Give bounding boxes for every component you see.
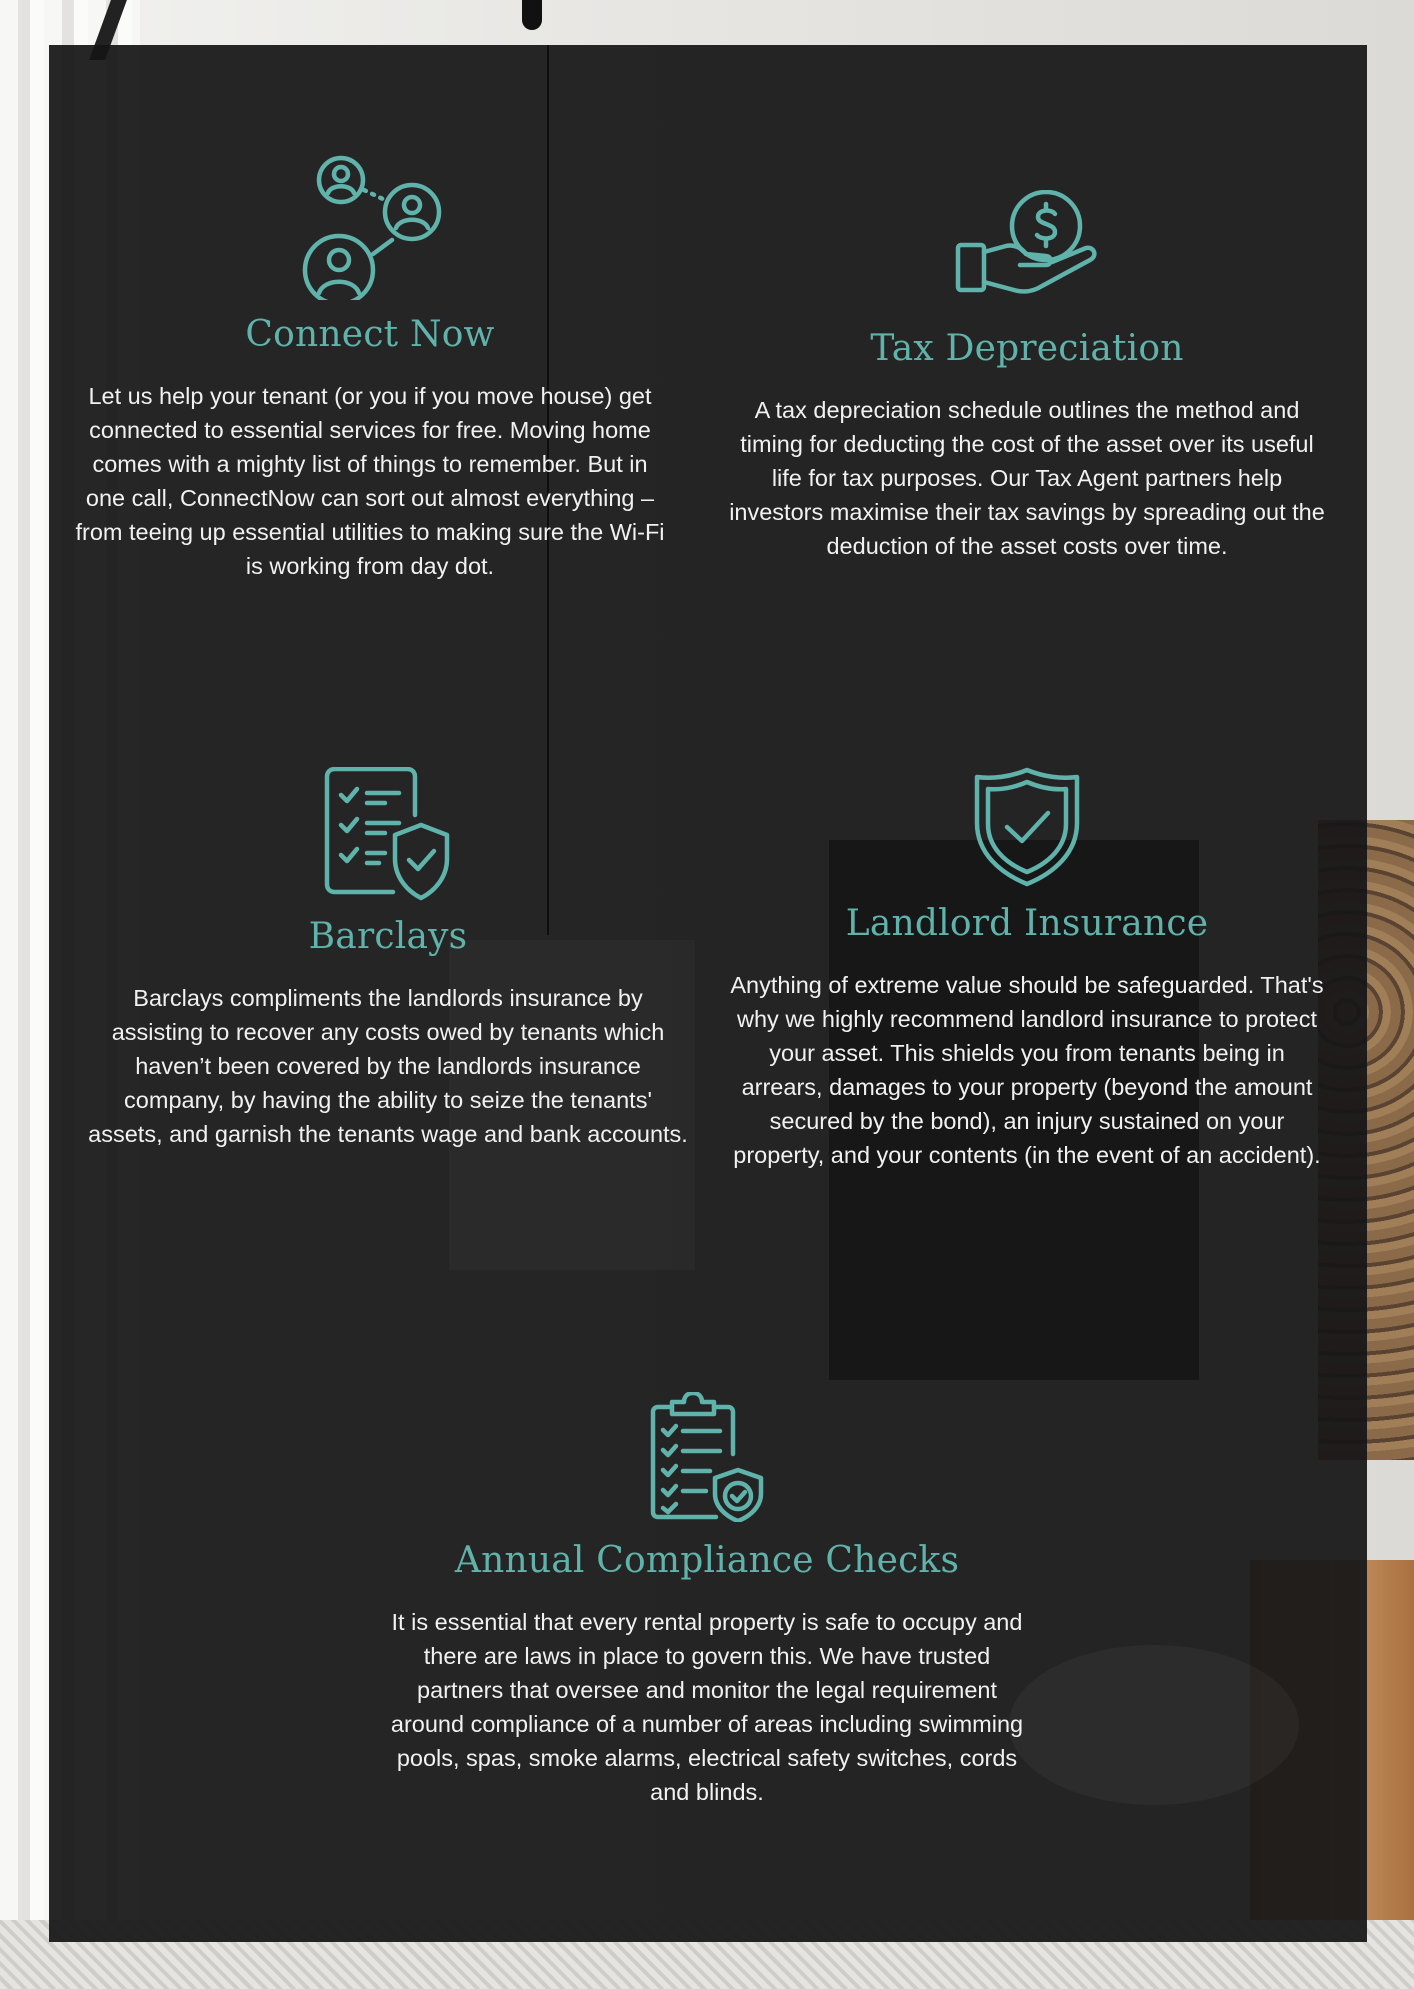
shield-check-icon — [972, 767, 1082, 887]
section-annual-compliance-checks — [387, 1392, 1027, 1809]
section-title: Barclays — [308, 916, 468, 957]
hand-coin-dollar-icon — [952, 190, 1102, 300]
section-body: Let us help your tenant (or you if you move house) get connected to essential services for free. Moving home comes with a mighty list of things to remember. But in one call, ConnectNow can sort out almost everything – from teeing up essential utilities to making sure the Wi-Fi is working from day dot. — [75, 383, 665, 579]
section-title: Tax Depreciation — [870, 328, 1184, 369]
section-landlord-insurance — [727, 767, 1327, 1172]
people-network-icon — [295, 150, 445, 300]
clipboard-check-icon — [650, 1392, 765, 1522]
scene-bowl — [1009, 1645, 1299, 1805]
section-connect-now — [70, 150, 670, 583]
section-body: Barclays compliments the landlords insurance by assisting to recover any costs owed by tenants which haven’t been covered by the landlords insurance company, by having the ability to seize the tenants' assets, and garnish the tenants wage and bank accounts. — [88, 985, 688, 1147]
section-body: Anything of extreme value should be safeguarded. That's why we highly recommend landlord insurance to protect your asset. This shields you from tenants being in arrears, damages to your property (beyond the amount secured by the bond), an injury sustained on your property, and your contents (in the event of an accident). — [730, 972, 1324, 1168]
background-pendant-light — [522, 0, 542, 30]
section-body: It is essential that every rental property is safe to occupy and there are laws in place to govern this. We have trusted partners that oversee and monitor the legal requirement around compliance of a number of areas including swimming pools, spas, smoke alarms, electrical safety switches, cords and blinds. — [390, 1609, 1024, 1805]
section-title: Connect Now — [245, 314, 495, 355]
section-title: Annual Compliance Checks — [454, 1540, 960, 1581]
section-barclays — [88, 767, 688, 1151]
section-title: Landlord Insurance — [845, 903, 1209, 944]
section-tax-depreciation — [727, 190, 1327, 563]
checklist-shield-icon — [323, 767, 453, 902]
section-body: A tax depreciation schedule outlines the method and timing for deducting the cost of the asset over its useful life for tax purposes. Our Tax Agent partners help investors maximise their tax savings by spreading out the deduction of the asset costs over time. — [729, 397, 1325, 559]
